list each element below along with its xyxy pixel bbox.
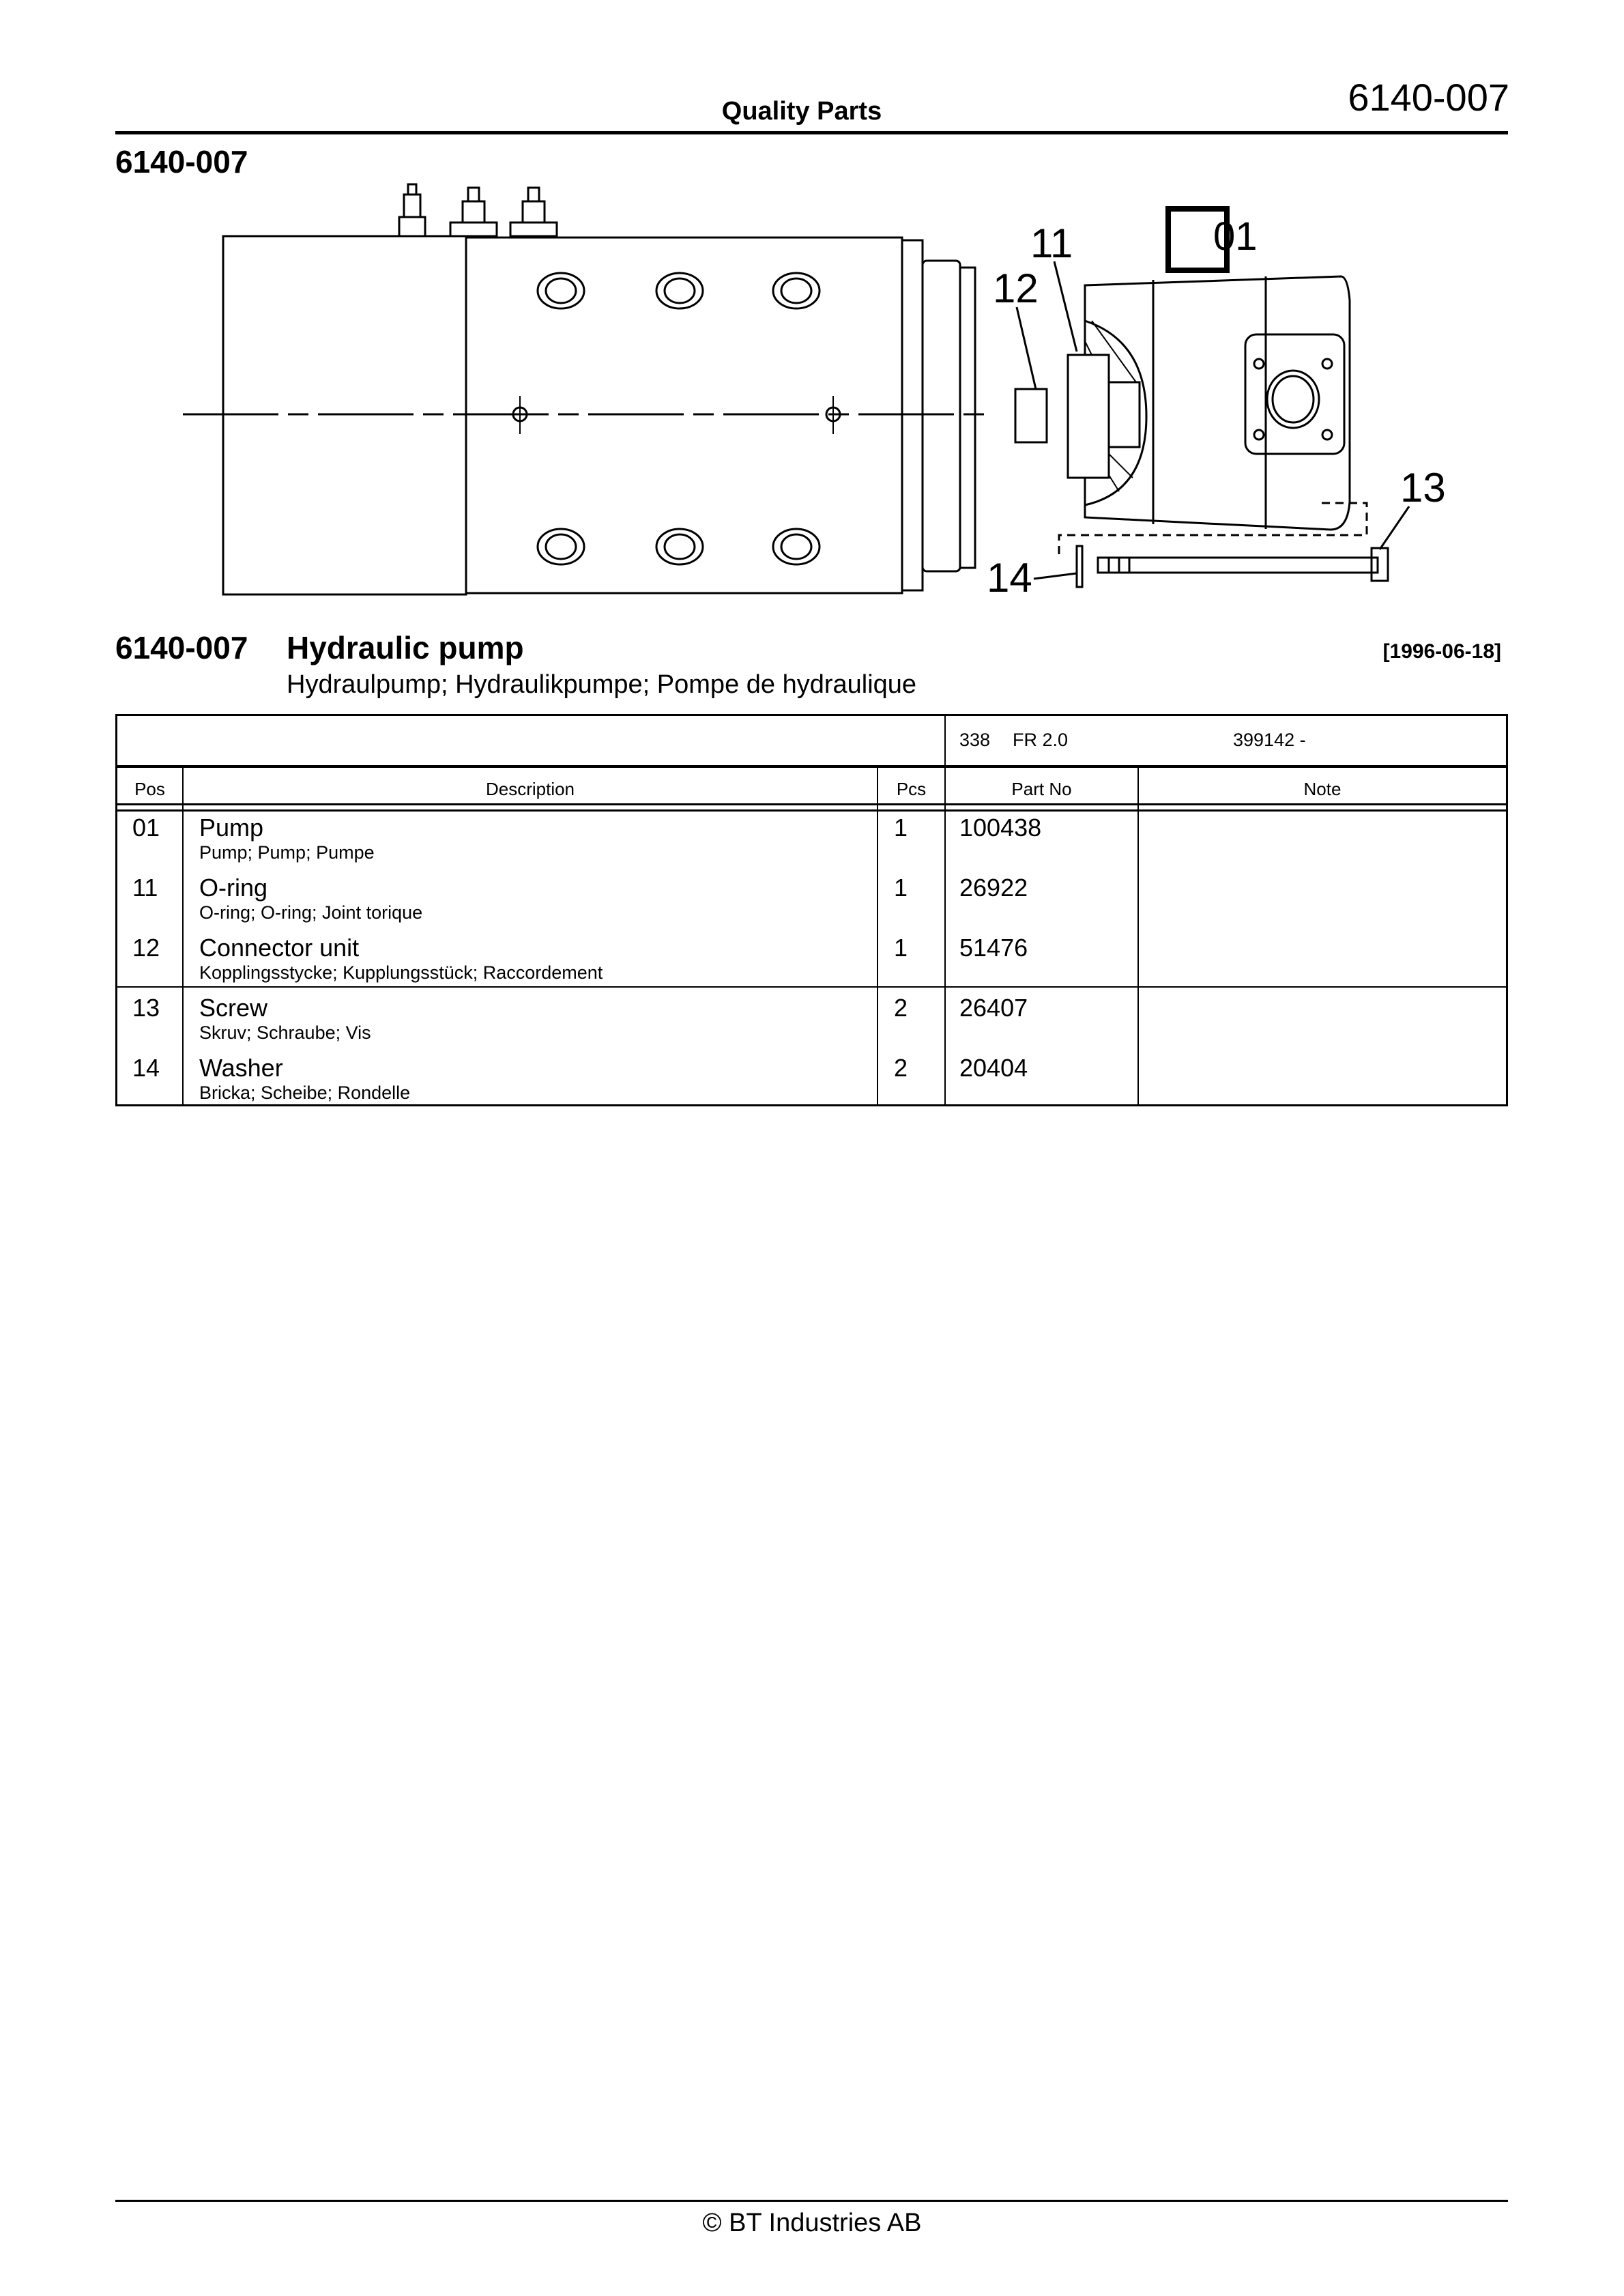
row-pos: 12 (132, 934, 160, 962)
row-pcs: 2 (894, 994, 908, 1022)
row-pcs: 1 (894, 814, 908, 842)
connector-unit-12 (1015, 389, 1047, 442)
header-title: Quality Parts (721, 97, 882, 126)
bolt-heads (538, 273, 820, 564)
row-part-no: 26407 (959, 994, 1028, 1022)
col-header-note: Note (1303, 779, 1342, 799)
row-pos: 01 (132, 814, 160, 842)
row-translations: Skruv; Schraube; Vis (199, 1022, 371, 1043)
col-header-part-no: Part No (1011, 779, 1072, 799)
model-variant: FR 2.0 (1013, 730, 1069, 750)
row-part-no: 26922 (959, 874, 1028, 902)
callout-12: 12 (993, 266, 1039, 311)
title-id: 6140-007 (115, 630, 248, 665)
row-name: Screw (199, 994, 268, 1022)
row-translations: Pump; Pump; Pumpe (199, 842, 375, 863)
title-translations: Hydraulpump; Hydraulikpumpe; Pompe de hydraulique (287, 670, 917, 699)
row-name: Connector unit (199, 934, 360, 962)
washer-14 (1077, 546, 1082, 587)
screw-13 (1098, 548, 1388, 581)
row-name: Pump (199, 814, 264, 842)
callout-14: 14 (987, 555, 1032, 601)
terminal-studs (399, 184, 557, 236)
model-number: 338 (959, 730, 991, 750)
parts-table (115, 714, 1508, 1106)
serial-number: 399142 - (1233, 730, 1306, 750)
row-translations: Bricka; Scheibe; Rondelle (199, 1082, 411, 1103)
callout-01: 01 (1213, 214, 1258, 259)
row-part-no: 51476 (959, 934, 1028, 962)
row-translations: Kopplingsstycke; Kupplungsstück; Raccordement (199, 962, 603, 983)
row-pcs: 2 (894, 1054, 908, 1082)
page-title: Hydraulic pump (287, 630, 524, 665)
exploded-drawing (0, 0, 1624, 628)
row-pcs: 1 (894, 874, 908, 902)
row-part-no: 20404 (959, 1054, 1028, 1082)
row-pcs: 1 (894, 934, 908, 962)
row-translations: O-ring; O-ring; Joint torique (199, 902, 423, 923)
footer-copyright: © BT Industries AB (702, 2209, 922, 2237)
row-name: O-ring (199, 874, 268, 902)
row-pos: 11 (132, 874, 158, 902)
col-header-description: Description (485, 779, 575, 799)
col-header-pcs: Pcs (896, 779, 927, 799)
motor (183, 184, 989, 594)
pump-01 (1068, 276, 1350, 530)
title-date: [1996-06-18] (1382, 640, 1501, 663)
row-pos: 14 (132, 1054, 160, 1082)
footer-divider (115, 2200, 1508, 2202)
document-number: 6140-007 (1348, 76, 1509, 119)
row-name: Washer (199, 1054, 283, 1082)
col-header-pos: Pos (134, 779, 165, 799)
row-part-no: 100438 (959, 814, 1042, 842)
section-id: 6140-007 (115, 144, 248, 180)
callout-13: 13 (1400, 465, 1446, 511)
callout-11: 11 (1030, 220, 1073, 266)
row-pos: 13 (132, 994, 160, 1022)
